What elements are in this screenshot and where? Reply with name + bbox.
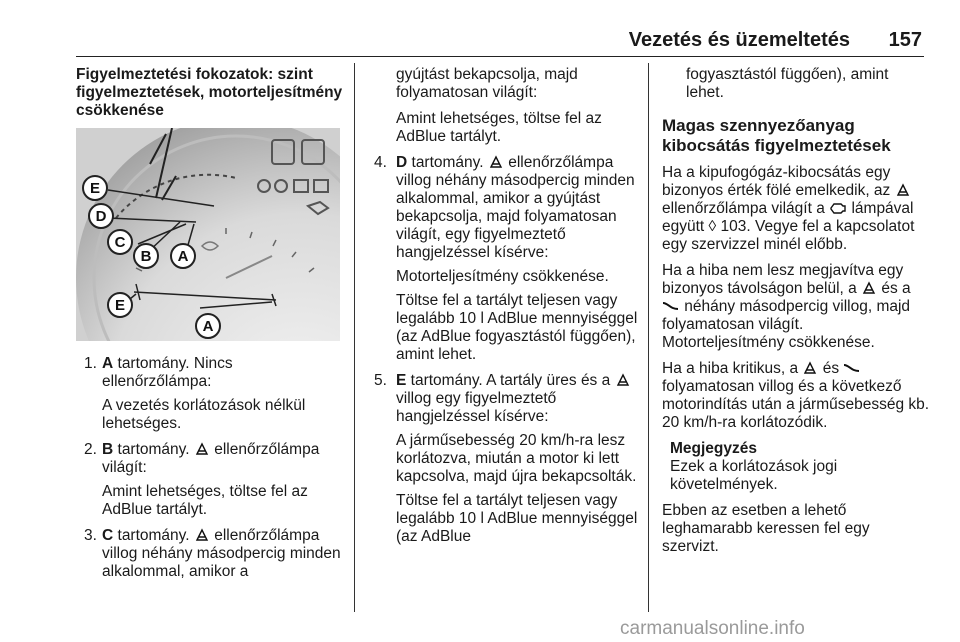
list-item	[76, 527, 344, 581]
running-header: Vezetés és üzemeltetés	[628, 29, 850, 51]
list-lead: tartomány.	[407, 154, 488, 171]
text-run: Ha a kipufogógáz-kibocsátás egy bizonyos érték fölé emelkedik, az	[662, 164, 895, 199]
column-2	[374, 66, 640, 554]
list-lead: ellenőrzőlámpa villog néhány másodpercig minden alkalommal, amikor a gyújtást bekapcsolja, majd folyamatosan világít, egy figyelmeztető hangjelzéssel kísérve:	[396, 154, 635, 261]
continued-text: gyújtást bekapcsolja, majd folyamatosan világít:	[396, 66, 578, 101]
text-run: Motorteljesítmény csökkenése.	[662, 334, 875, 351]
list-lead: ellenőrzőlámpa villog néhány másodpercig minden alkalommal, amikor a	[102, 527, 341, 580]
text-run: néhány másodpercig villog, majd folyamatosan világít.	[662, 298, 911, 333]
list-lead: villog egy figyelmeztető hangjelzéssel kísérve:	[396, 390, 557, 425]
text-run: és a	[877, 280, 911, 297]
callout-label-e-bottom: E	[114, 297, 126, 314]
continued-text: fogyasztástól függően), amint lehet.	[686, 66, 889, 101]
adblue-warning-icon	[615, 373, 631, 387]
list-item	[76, 355, 344, 433]
column-1-list	[76, 355, 344, 589]
page-reference-icon: ◊	[708, 218, 717, 235]
range-letter: C	[102, 527, 114, 544]
list-body: Töltse fel a tartályt teljesen vagy legalább 10 l AdBlue mennyiséggel (az AdBlue fogyasztástól függően), amint lehet.	[396, 292, 638, 363]
range-letter: E	[396, 372, 407, 389]
header-rule	[76, 56, 924, 57]
adblue-warning-icon	[895, 183, 911, 197]
adblue-warning-icon	[488, 155, 504, 169]
column-1	[76, 66, 344, 128]
list-number: 1.	[84, 355, 97, 372]
gauge-figure	[76, 128, 340, 341]
column-3	[662, 66, 930, 564]
list-number: 5.	[374, 372, 387, 389]
list-lead: tartomány.	[113, 527, 194, 544]
paragraph	[662, 164, 930, 254]
paragraph	[662, 262, 930, 352]
section-heading: Magas szennyezőanyag kibocsátás figyelmeztetések	[662, 116, 891, 155]
list-lead: tartomány.	[113, 441, 194, 458]
list-lead: tartomány. Nincs ellenőrzőlámpa:	[102, 355, 233, 390]
callout-label-a-bottom: A	[202, 318, 214, 335]
column-divider-1	[354, 63, 355, 612]
text-run: és	[818, 360, 844, 377]
paragraph	[662, 360, 930, 432]
adblue-gauge-illustration	[76, 128, 340, 341]
section-heading: Figyelmeztetési fokozatok: szint figyelmeztetések, motorteljesítmény csökkenése	[76, 66, 343, 119]
note-title: Megjegyzés	[670, 440, 758, 457]
site-watermark: carmanualsonline.info	[620, 618, 805, 639]
adblue-warning-icon	[861, 281, 877, 295]
text-run: lámpával együtt	[662, 200, 914, 235]
list-body: A járműsebesség 20 km/h-ra lesz korlátozva, miután a motor ki lett kapcsolva, majd újra bekapcsolták.	[396, 432, 637, 485]
list-lead: tartomány. A tartály üres és a	[406, 372, 615, 389]
list-body: A vezetés korlátozások nélkül lehetséges.	[102, 397, 306, 432]
list-item	[76, 441, 344, 519]
range-letter: B	[102, 441, 114, 458]
callout-label-e-top: E	[89, 180, 101, 197]
paragraph: Ebben az esetben a lehető leghamarabb keressen fel egy szervizt.	[662, 502, 870, 555]
list-item	[374, 154, 640, 364]
adblue-warning-icon	[194, 442, 210, 456]
list-number: 4.	[374, 154, 387, 171]
engine-check-icon	[829, 201, 847, 215]
range-letter: D	[396, 154, 408, 171]
callout-label-d: D	[95, 208, 107, 225]
note-body: Ezek a korlátozások jogi követelmények.	[670, 458, 838, 493]
glow-plug-icon	[662, 301, 680, 313]
text-run: ellenőrzőlámpa világít a	[662, 200, 830, 217]
page-reference[interactable]: 103	[720, 218, 747, 235]
column-divider-2	[648, 63, 649, 612]
text-run: Ha a hiba nem lesz megjavítva egy bizonyos távolságon belül, a	[662, 262, 904, 297]
callout-label-a-top: A	[177, 248, 189, 265]
list-number: 3.	[84, 527, 97, 544]
note-box	[662, 440, 930, 494]
adblue-warning-icon	[194, 528, 210, 542]
list-body: Töltse fel a tartályt teljesen vagy legalább 10 l AdBlue mennyiséggel (az AdBlue	[396, 492, 638, 545]
continued-text: Amint lehetséges, töltse fel az AdBlue tartályt.	[396, 110, 602, 145]
list-body: Amint lehetséges, töltse fel az AdBlue tartályt.	[102, 483, 308, 518]
callout-label-c: C	[114, 234, 126, 251]
list-item	[374, 372, 640, 546]
adblue-warning-icon	[802, 361, 818, 375]
list-lead: ellenőrzőlámpa világít:	[102, 441, 320, 476]
page-number: 157	[888, 29, 922, 51]
text-run: Ha a hiba kritikus, a	[662, 360, 803, 377]
text-run: . Vegye fel a kapcsolatot egy szervizzel minél előbb.	[662, 218, 915, 253]
range-letter: A	[102, 355, 114, 372]
list-number: 2.	[84, 441, 97, 458]
text-run: folyamatosan villog és a következő motorindítás után a járműsebesség kb. 20 km/h-ra korlátozódik.	[662, 378, 930, 431]
callout-label-b: B	[140, 248, 152, 265]
list-body: Motorteljesítmény csökkenése.	[396, 268, 609, 285]
glow-plug-icon	[843, 363, 861, 375]
